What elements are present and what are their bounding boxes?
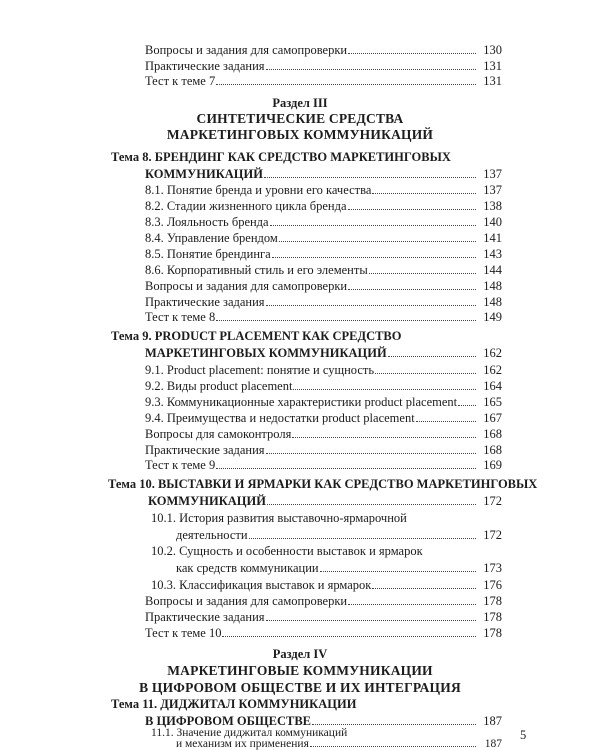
topic-heading bbox=[111, 328, 402, 344]
toc-entry bbox=[145, 425, 502, 441]
leader-dots bbox=[216, 456, 476, 469]
toc-entry-page: 178 bbox=[483, 594, 502, 608]
subitem-first-line: 10.1. История развития выставочно-ярмарочной bbox=[151, 511, 407, 525]
leader-dots bbox=[348, 41, 476, 54]
toc-entry-text: и механизм их применения bbox=[176, 738, 309, 750]
topic-prefix: Тема 10. bbox=[108, 477, 155, 491]
section-title-line: СИНТЕТИЧЕСКИЕ СРЕДСТВА bbox=[196, 111, 404, 126]
topic-prefix: Тема 9. bbox=[111, 329, 152, 343]
toc-entry-page: 131 bbox=[483, 74, 502, 88]
toc-entry-page: 130 bbox=[483, 43, 502, 57]
toc-entry bbox=[145, 57, 502, 73]
toc-entry-text: 8.5. Понятие брендинга bbox=[145, 247, 271, 261]
toc-entry bbox=[145, 197, 502, 213]
topic-heading-continued bbox=[145, 165, 502, 181]
leader-dots bbox=[266, 57, 476, 70]
leader-dots bbox=[458, 393, 476, 406]
leader-dots bbox=[266, 293, 476, 306]
toc-entry-text: Вопросы и задания для самопроверки bbox=[145, 43, 348, 57]
toc-entry bbox=[151, 576, 502, 592]
toc-entry bbox=[145, 41, 502, 57]
leader-dots bbox=[348, 592, 476, 605]
toc-entry bbox=[176, 737, 502, 749]
leader-dots bbox=[216, 308, 476, 321]
toc-entry-page: 138 bbox=[483, 199, 502, 213]
toc-entry bbox=[176, 559, 502, 575]
toc-entry bbox=[145, 293, 502, 309]
toc-entry bbox=[145, 456, 502, 472]
toc-entry bbox=[145, 277, 502, 293]
leader-dots bbox=[372, 181, 476, 194]
topic-title-cont: КОММУНИКАЦИЙ bbox=[148, 494, 266, 508]
leader-dots bbox=[272, 245, 476, 258]
toc-entry-text: 9.1. Product placement: понятие и сущность bbox=[145, 363, 375, 377]
topic-title-cont: В ЦИФРОВОМ ОБЩЕСТВЕ bbox=[145, 714, 312, 728]
toc-entry bbox=[145, 409, 502, 425]
topic-page: 162 bbox=[483, 346, 502, 360]
section-title-line: МАРКЕТИНГОВЫЕ КОММУНИКАЦИИ bbox=[167, 663, 433, 678]
page-number: 5 bbox=[520, 728, 527, 742]
toc-entry bbox=[145, 441, 502, 457]
leader-dots bbox=[216, 72, 476, 85]
toc-entry-page: 143 bbox=[483, 247, 502, 261]
section-title-line: В ЦИФРОВОМ ОБЩЕСТВЕ И ИХ ИНТЕГРАЦИЯ bbox=[139, 680, 461, 695]
toc-entry bbox=[145, 213, 502, 229]
subitem-first-line: 11.1. Значение диджитал коммуникаций bbox=[151, 727, 348, 739]
topic-heading bbox=[108, 476, 537, 492]
leader-dots bbox=[416, 409, 476, 422]
toc-entry-text: Тест к теме 10 bbox=[145, 626, 222, 640]
topic-heading-continued bbox=[148, 492, 502, 508]
toc-entry-page: 172 bbox=[483, 528, 502, 542]
toc-entry-text: Вопросы для самоконтроля bbox=[145, 427, 292, 441]
topic-page: 187 bbox=[483, 714, 502, 728]
subitem-first-line: 10.2. Сущность и особенности выставок и ярмарок bbox=[151, 544, 423, 558]
toc-entry-page: 168 bbox=[483, 443, 502, 457]
toc-entry-text: Тест к теме 8 bbox=[145, 310, 216, 324]
toc-entry-text: 10.3. Классификация выставок и ярмарок bbox=[151, 578, 372, 592]
toc-entry-text: 8.2. Стадии жизненного цикла бренда bbox=[145, 199, 347, 213]
toc-entry-page: 131 bbox=[483, 59, 502, 73]
topic-heading-continued bbox=[145, 344, 502, 360]
toc-entry-text: 9.2. Виды product placement bbox=[145, 379, 293, 393]
toc-entry bbox=[145, 393, 502, 409]
toc-entry-text: 8.3. Лояльность бренда bbox=[145, 215, 269, 229]
leader-dots bbox=[348, 277, 476, 290]
toc-entry-text: Практические задания bbox=[145, 610, 265, 624]
toc-entry-text: 9.4. Преимущества и недостатки product placement bbox=[145, 411, 415, 425]
toc-entry-text: деятельности bbox=[176, 528, 248, 542]
toc-entry-text: Практические задания bbox=[145, 59, 265, 73]
toc-entry-page: 140 bbox=[483, 215, 502, 229]
toc-entry-page: 169 bbox=[483, 458, 502, 472]
toc-entry-page: 149 bbox=[483, 310, 502, 324]
topic-title: ВЫСТАВКИ И ЯРМАРКИ КАК СРЕДСТВО МАРКЕТИНГОВЫХ bbox=[157, 477, 538, 491]
leader-dots bbox=[270, 213, 476, 226]
toc-entry-page: 168 bbox=[483, 427, 502, 441]
toc-entry bbox=[145, 624, 502, 640]
toc-entry bbox=[176, 526, 502, 542]
toc-entry-page: 148 bbox=[483, 279, 502, 293]
leader-dots bbox=[320, 559, 476, 572]
leader-dots bbox=[348, 197, 476, 210]
toc-entry-text: Вопросы и задания для самопроверки bbox=[145, 594, 348, 608]
section-title-line: МАРКЕТИНГОВЫХ КОММУНИКАЦИЙ bbox=[166, 127, 434, 142]
toc-entry bbox=[145, 308, 502, 324]
toc-entry-page: 167 bbox=[483, 411, 502, 425]
leader-dots bbox=[312, 712, 476, 725]
toc-entry-text: 9.3. Коммуникационные характеристики product placement bbox=[145, 395, 458, 409]
topic-prefix: Тема 11. bbox=[111, 697, 158, 711]
toc-entry-page: 148 bbox=[483, 295, 502, 309]
leader-dots bbox=[264, 165, 476, 178]
toc-entry-text: 8.6. Корпоративный стиль и его элементы bbox=[145, 263, 368, 277]
toc-entry-text: как средств коммуникации bbox=[176, 561, 319, 575]
toc-entry-page: 178 bbox=[483, 626, 502, 640]
leader-dots bbox=[279, 229, 476, 242]
toc-entry bbox=[145, 608, 502, 624]
leader-dots bbox=[375, 361, 476, 374]
topic-title: PRODUCT PLACEMENT КАК СРЕДСТВО bbox=[154, 329, 402, 343]
leader-dots bbox=[292, 425, 476, 438]
leader-dots bbox=[249, 526, 476, 539]
leader-dots bbox=[267, 492, 476, 505]
leader-dots bbox=[266, 441, 476, 454]
toc-entry-page: 176 bbox=[483, 578, 502, 592]
leader-dots bbox=[310, 737, 476, 747]
toc-entry bbox=[145, 181, 502, 197]
toc-entry bbox=[145, 361, 502, 377]
toc-entry bbox=[145, 245, 502, 261]
toc-entry-page: 144 bbox=[483, 263, 502, 277]
topic-title-cont: МАРКЕТИНГОВЫХ КОММУНИКАЦИЙ bbox=[145, 346, 387, 360]
topic-heading bbox=[111, 149, 451, 165]
toc-entry-text: 8.1. Понятие бренда и уровни его качества bbox=[145, 183, 372, 197]
toc-entry-text: Вопросы и задания для самопроверки bbox=[145, 279, 348, 293]
toc-entry-text: Практические задания bbox=[145, 443, 265, 457]
toc-entry-text: Тест к теме 7 bbox=[145, 74, 216, 88]
topic-page: 137 bbox=[483, 167, 502, 181]
toc-entry-page: 173 bbox=[483, 561, 502, 575]
toc-entry-page: 165 bbox=[483, 395, 502, 409]
section-label: Раздел III bbox=[272, 96, 328, 110]
topic-title: БРЕНДИНГ КАК СРЕДСТВО МАРКЕТИНГОВЫХ bbox=[154, 150, 451, 164]
leader-dots bbox=[293, 377, 476, 390]
leader-dots bbox=[266, 608, 476, 621]
toc-entry bbox=[145, 229, 502, 245]
toc-entry-text: Тест к теме 9 bbox=[145, 458, 216, 472]
toc-entry-text: 8.4. Управление брендом bbox=[145, 231, 278, 245]
section-label: Раздел IV bbox=[272, 647, 328, 661]
leader-dots bbox=[222, 624, 476, 637]
topic-title: ДИДЖИТАЛ КОММУНИКАЦИИ bbox=[160, 697, 357, 711]
leader-dots bbox=[369, 261, 476, 274]
topic-page: 172 bbox=[483, 494, 502, 508]
toc-entry-page: 164 bbox=[483, 379, 502, 393]
leader-dots bbox=[372, 576, 476, 589]
toc-entry bbox=[145, 592, 502, 608]
topic-prefix: Тема 8. bbox=[111, 150, 152, 164]
topic-heading bbox=[111, 696, 356, 712]
toc-entry-page: 137 bbox=[483, 183, 502, 197]
leader-dots bbox=[388, 344, 476, 357]
topic-heading-continued bbox=[145, 712, 502, 728]
toc-entry bbox=[145, 72, 502, 88]
toc-entry bbox=[145, 377, 502, 393]
toc-entry-page: 162 bbox=[483, 363, 502, 377]
toc-entry-page: 141 bbox=[483, 231, 502, 245]
toc-entry-page: 187 bbox=[484, 738, 502, 750]
toc-entry-page: 178 bbox=[483, 610, 502, 624]
toc-entry-text: Практические задания bbox=[145, 295, 265, 309]
topic-title-cont: КОММУНИКАЦИЙ bbox=[145, 167, 263, 181]
toc-entry bbox=[145, 261, 502, 277]
